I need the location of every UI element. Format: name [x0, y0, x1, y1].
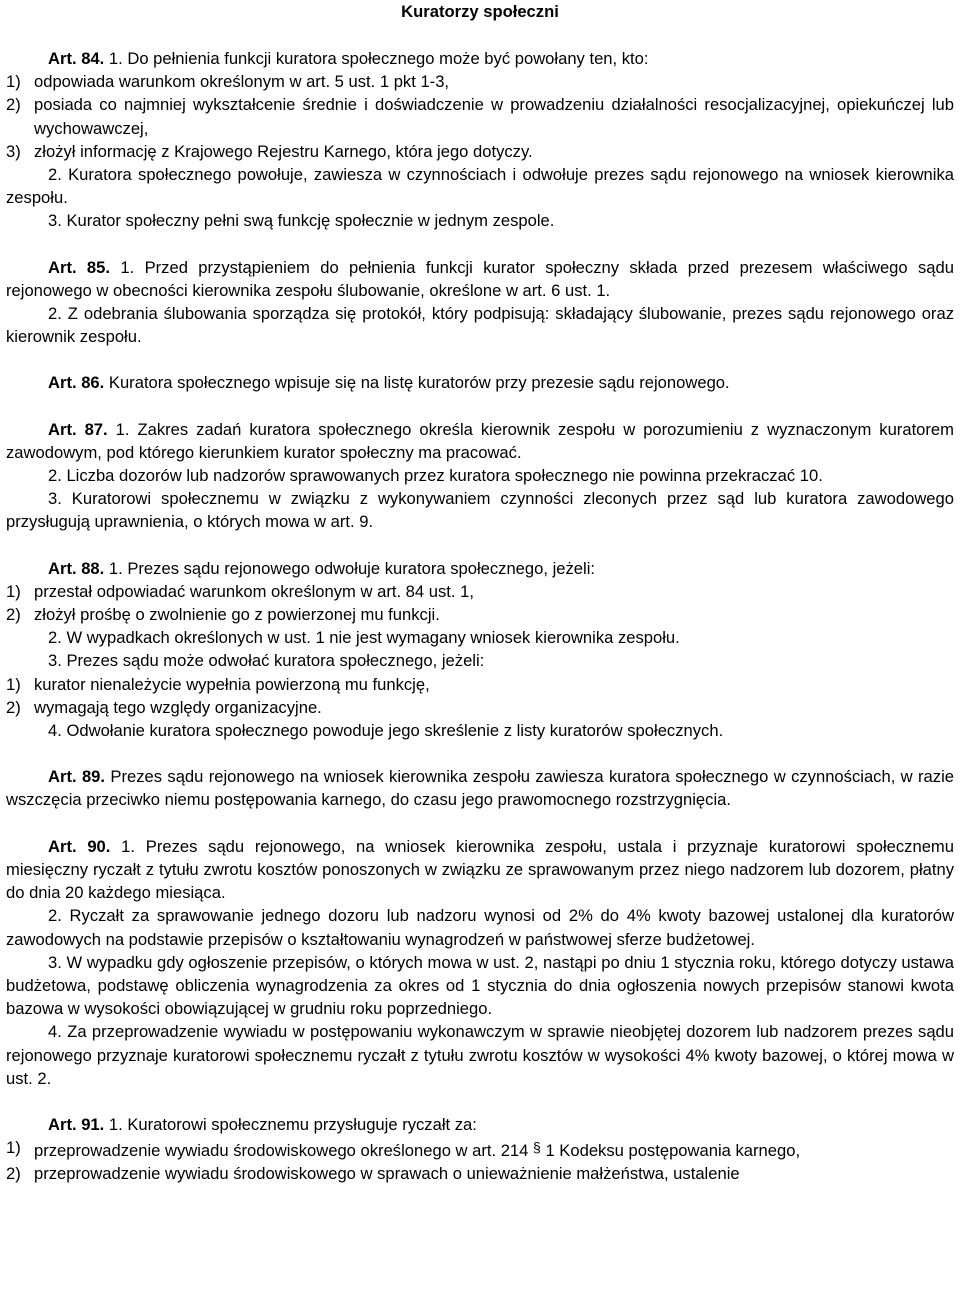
art87-para1: Art. 87. 1. Zakres zadań kuratora społecznego określa kierownik zespołu w porozumieniu z wyznaczonym kuratorem zawodowym, pod którego kierunkiem kurator społeczny ma pracować.	[6, 419, 954, 462]
section-sign: §	[533, 1139, 541, 1156]
art88-para1: Art. 88. 1. Prezes sądu rejonowego odwołuje kuratora społecznego, jeżeli:	[48, 558, 596, 578]
spacer	[6, 812, 954, 835]
art90-heading: Art. 90.	[48, 836, 111, 856]
art84-para2: 2. Kuratora społecznego powołuje, zawiesza w czynnościach i odwołuje prezes sądu rejonowego na wniosek kierownika zespołu.	[6, 165, 954, 208]
spacer	[6, 348, 954, 371]
spacer	[6, 24, 954, 47]
art88-heading: Art. 88.	[48, 558, 105, 578]
art84-item1: 1) odpowiada warunkom określonym w art. 5 ust. 1 pkt 1-3,	[6, 72, 450, 92]
art85-para2: 2. Z odebrania ślubowania sporządza się protokół, który podpisują: składający ślubowanie, prezes sądu rejonowego oraz kierownik zespołu.	[6, 304, 954, 347]
art87-para2: 2. Liczba dozorów lub nadzorów sprawowanych przez kuratora społecznego nie powinna przekraczać 10.	[48, 466, 823, 486]
art84-para3: 3. Kurator społeczny pełni swą funkcję społecznie w jednym zespole.	[48, 211, 555, 231]
art91-para1: Art. 91. 1. Kuratorowi społecznemu przysługuje ryczałt za:	[48, 1114, 477, 1134]
art88-para3: 3. Prezes sądu może odwołać kuratora społecznego, jeżeli:	[48, 651, 485, 671]
art90-para4: 4. Za przeprowadzenie wywiadu w postępowaniu wykonawczym w sprawie nieobjętej dozorem lub nadzorem prezes sądu rejonowego przyznaje kuratorowi społecznemu ryczałt z tytułu zwrotu kosztów w wysokości 4% kwoty bazowej, o której mowa w ust. 2.	[6, 1022, 954, 1088]
art90-para1: Art. 90. 1. Prezes sądu rejonowego, na wniosek kierownika zespołu, ustala i przyznaje kuratorowi społecznemu miesięczny ryczałt z tytułu zwrotu kosztów ponoszonych w związku ze sprawowanym przez niego nadzorem lub dozorem, płatny do dnia 20 każdego miesiąca.	[6, 836, 954, 903]
art86-para1: Art. 86. Kuratora społecznego wpisuje się na listę kuratorów przy prezesie sądu rejonowego.	[48, 373, 730, 393]
art88-item3: 1) kurator nienależycie wypełnia powierzoną mu funkcję,	[6, 674, 430, 694]
art88-item1: 1) przestał odpowiadać warunkom określonym w art. 84 ust. 1,	[6, 581, 474, 601]
spacer	[6, 534, 954, 557]
art87-para3: 3. Kuratorowi społecznemu w związku z wykonywaniem czynności zleconych przez sąd lub kuratora zawodowego przysługują uprawnienia, o których mowa w art. 9.	[6, 489, 954, 532]
spacer	[6, 233, 954, 256]
document-page	[6, 0, 954, 1186]
art87-heading: Art. 87.	[48, 419, 108, 439]
art84-heading: Art. 84.	[48, 49, 105, 68]
spacer	[6, 395, 954, 418]
art85-para1: Art. 85. 1. Przed przystąpieniem do pełnienia funkcji kurator społeczny składa przed prezesem właściwego sądu rejonowego w obecności kierownika zespołu ślubowanie, określone w art. 6 ust. 1.	[6, 257, 954, 300]
art84-item3: 3) złożył informację z Krajowego Rejestru Karnego, która jego dotyczy.	[6, 141, 533, 161]
art91-item1: 1) przeprowadzenie wywiadu środowiskowego określonego w art. 214 § 1 Kodeksu postępowania karnego,	[6, 1138, 801, 1161]
art90-para3: 3. W wypadku gdy ogłoszenie przepisów, o których mowa w ust. 2, nastąpi po dniu 1 stycznia roku, którego dotyczy ustawa budżetowa, podstawę obliczenia wynagrodzenia za okres od 1 stycznia do dnia ogłoszenia nowych przepisów stanowi kwota bazowa w wysokości obowiązującej w grudniu roku poprzedniego.	[6, 952, 954, 1019]
art91-heading: Art. 91.	[48, 1114, 105, 1134]
art86-heading: Art. 86.	[48, 373, 105, 393]
art89-heading: Art. 89.	[48, 767, 106, 787]
art88-item4: 2) wymagają tego względy organizacyjne.	[6, 697, 322, 717]
art88-para4: 4. Odwołanie kuratora społecznego powoduje jego skreślenie z listy kuratorów społecznych.	[48, 721, 724, 741]
spacer	[6, 742, 954, 765]
art89-para1: Art. 89. Prezes sądu rejonowego na wniosek kierownika zespołu zawiesza kuratora społecznego w czynnościach, w razie wszczęcia przeciwko niemu postępowania karnego, do czasu jego prawomocnego rozstrzygnięcia.	[6, 767, 954, 810]
art85-heading: Art. 85.	[48, 257, 111, 277]
art91-item2: 2) przeprowadzenie wywiadu środowiskowego w sprawach o unieważnienie małżeństwa, ustalenie	[6, 1164, 740, 1184]
art84-para1: Art. 84. 1. Do pełnienia funkcji kuratora społecznego może być powołany ten, kto:	[48, 49, 649, 68]
spacer	[6, 1090, 954, 1113]
art84-item2: 2) posiada co najmniej wykształcenie średnie i doświadczenie w prowadzeniu działalności resocjalizacyjnej, opiekuńczej lub wychowawczej,	[6, 95, 954, 138]
art88-item2: 2) złożył prośbę o zwolnienie go z powierzonej mu funkcji.	[6, 605, 440, 625]
art88-para2: 2. W wypadkach określonych w ust. 1 nie jest wymagany wniosek kierownika zespołu.	[48, 628, 680, 648]
art90-para2: 2. Ryczałt za sprawowanie jednego dozoru lub nadzoru wynosi od 2% do 4% kwoty bazowej ustalonej dla kuratorów zawodowych na podstawie przepisów o kształtowaniu wynagrodzeń w państwowej sferze budżetowej.	[6, 906, 954, 949]
document-title: Kuratorzy społeczni	[401, 2, 559, 21]
